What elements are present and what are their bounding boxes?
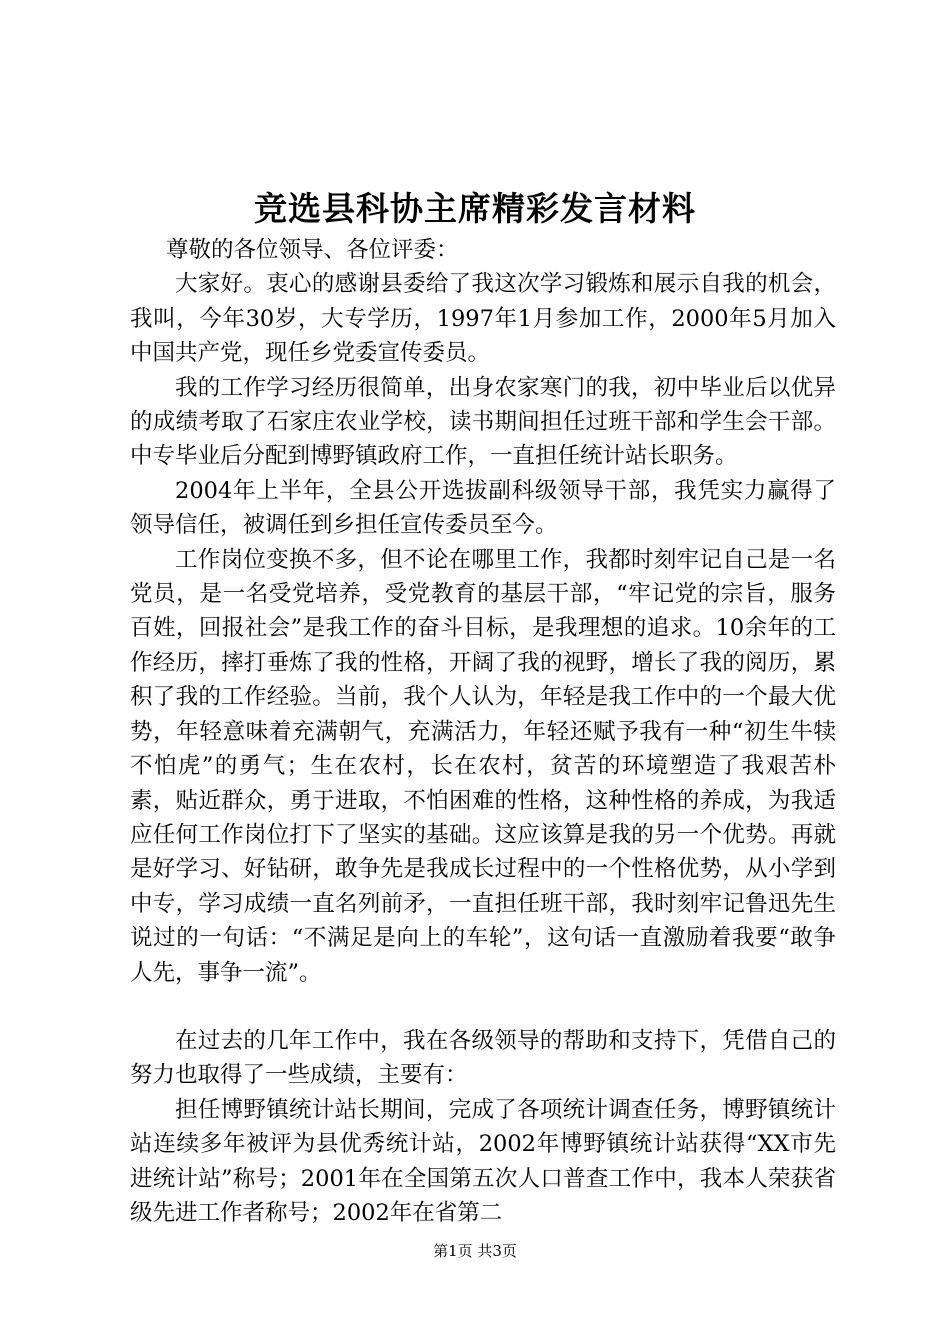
document-title: 竞选县科协主席精彩发言材料 [254, 189, 696, 228]
paragraph-achievements-intro: 在过去的几年工作中，我在各级领导的帮助和支持下，凭借自己的努力也取得了一些成绩，主要有： [130, 1027, 836, 1089]
paragraph-strengths: 工作岗位变换不多，但不论在哪里工作，我都时刻牢记自己是一名党员，是一名受党培养，受党教育的基层干部，“牢记党的宗旨，服务百姓，回报社会”是我工作的奋斗目标，是我理想的追求。10余年的工作经历，摔打垂炼了我的性格，开阔了我的视野，增长了我的阅历，累积了我的工作经验。当前，我个人认为，年轻是我工作中的一个最大优势，年轻意味着充满朝气，充满活力，年轻还赋予我有一种“初生牛犊不怕虎”的勇气；生在农村，长在农村，贫苦的环境塑造了我艰苦朴素，贴近群众，勇于进取，不怕困难的性格，这种性格的养成，为我适应任何工作岗位打下了坚实的基础。这应该算是我的另一个优势。再就是好学习、好钻研，敢争先是我成长过程中的一个性格优势，从小学到中专，学习成绩一直名列前矛，一直担任班干部，我时刻牢记鲁迅先生说过的一句话：“不满足是向上的车轮”，这句话一直激励着我要“敢争人先，事争一流”。 [130, 546, 836, 986]
paragraph-experience: 我的工作学习经历很简单，出身农家寒门的我，初中毕业后以优异的成绩考取了石家庄农业学校，读书期间担任过班干部和学生会干部。中专毕业后分配到博野镇政府工作，一直担任统计站长职务。 [130, 374, 836, 470]
salutation: 尊敬的各位领导、各位评委： [166, 237, 459, 263]
page-number: 第1页 共3页 [433, 1242, 517, 1260]
paragraph-achievements: 担任博野镇统计站长期间，完成了各项统计调查任务，博野镇统计站连续多年被评为县优秀统计站，2002年博野镇统计站获得“XX市先进统计站”称号；2001年在全国第五次人口普查工作中，我本人荣获省级先进工作者称号；2002年在省第二 [130, 1096, 836, 1226]
document-body [130, 233, 836, 1230]
paragraph-introduction: 大家好。衷心的感谢县委给了我这次学习锻炼和展示自我的机会，我叫，今年30岁，大专学历，1997年1月参加工作，2000年5月加入中国共产党，现任乡党委宣传委员。 [130, 271, 836, 367]
paragraph-promotion: 2004年上半年，全县公开选拔副科级领导干部，我凭实力赢得了领导信任，被调任到乡担任宣传委员至今。 [130, 477, 836, 539]
